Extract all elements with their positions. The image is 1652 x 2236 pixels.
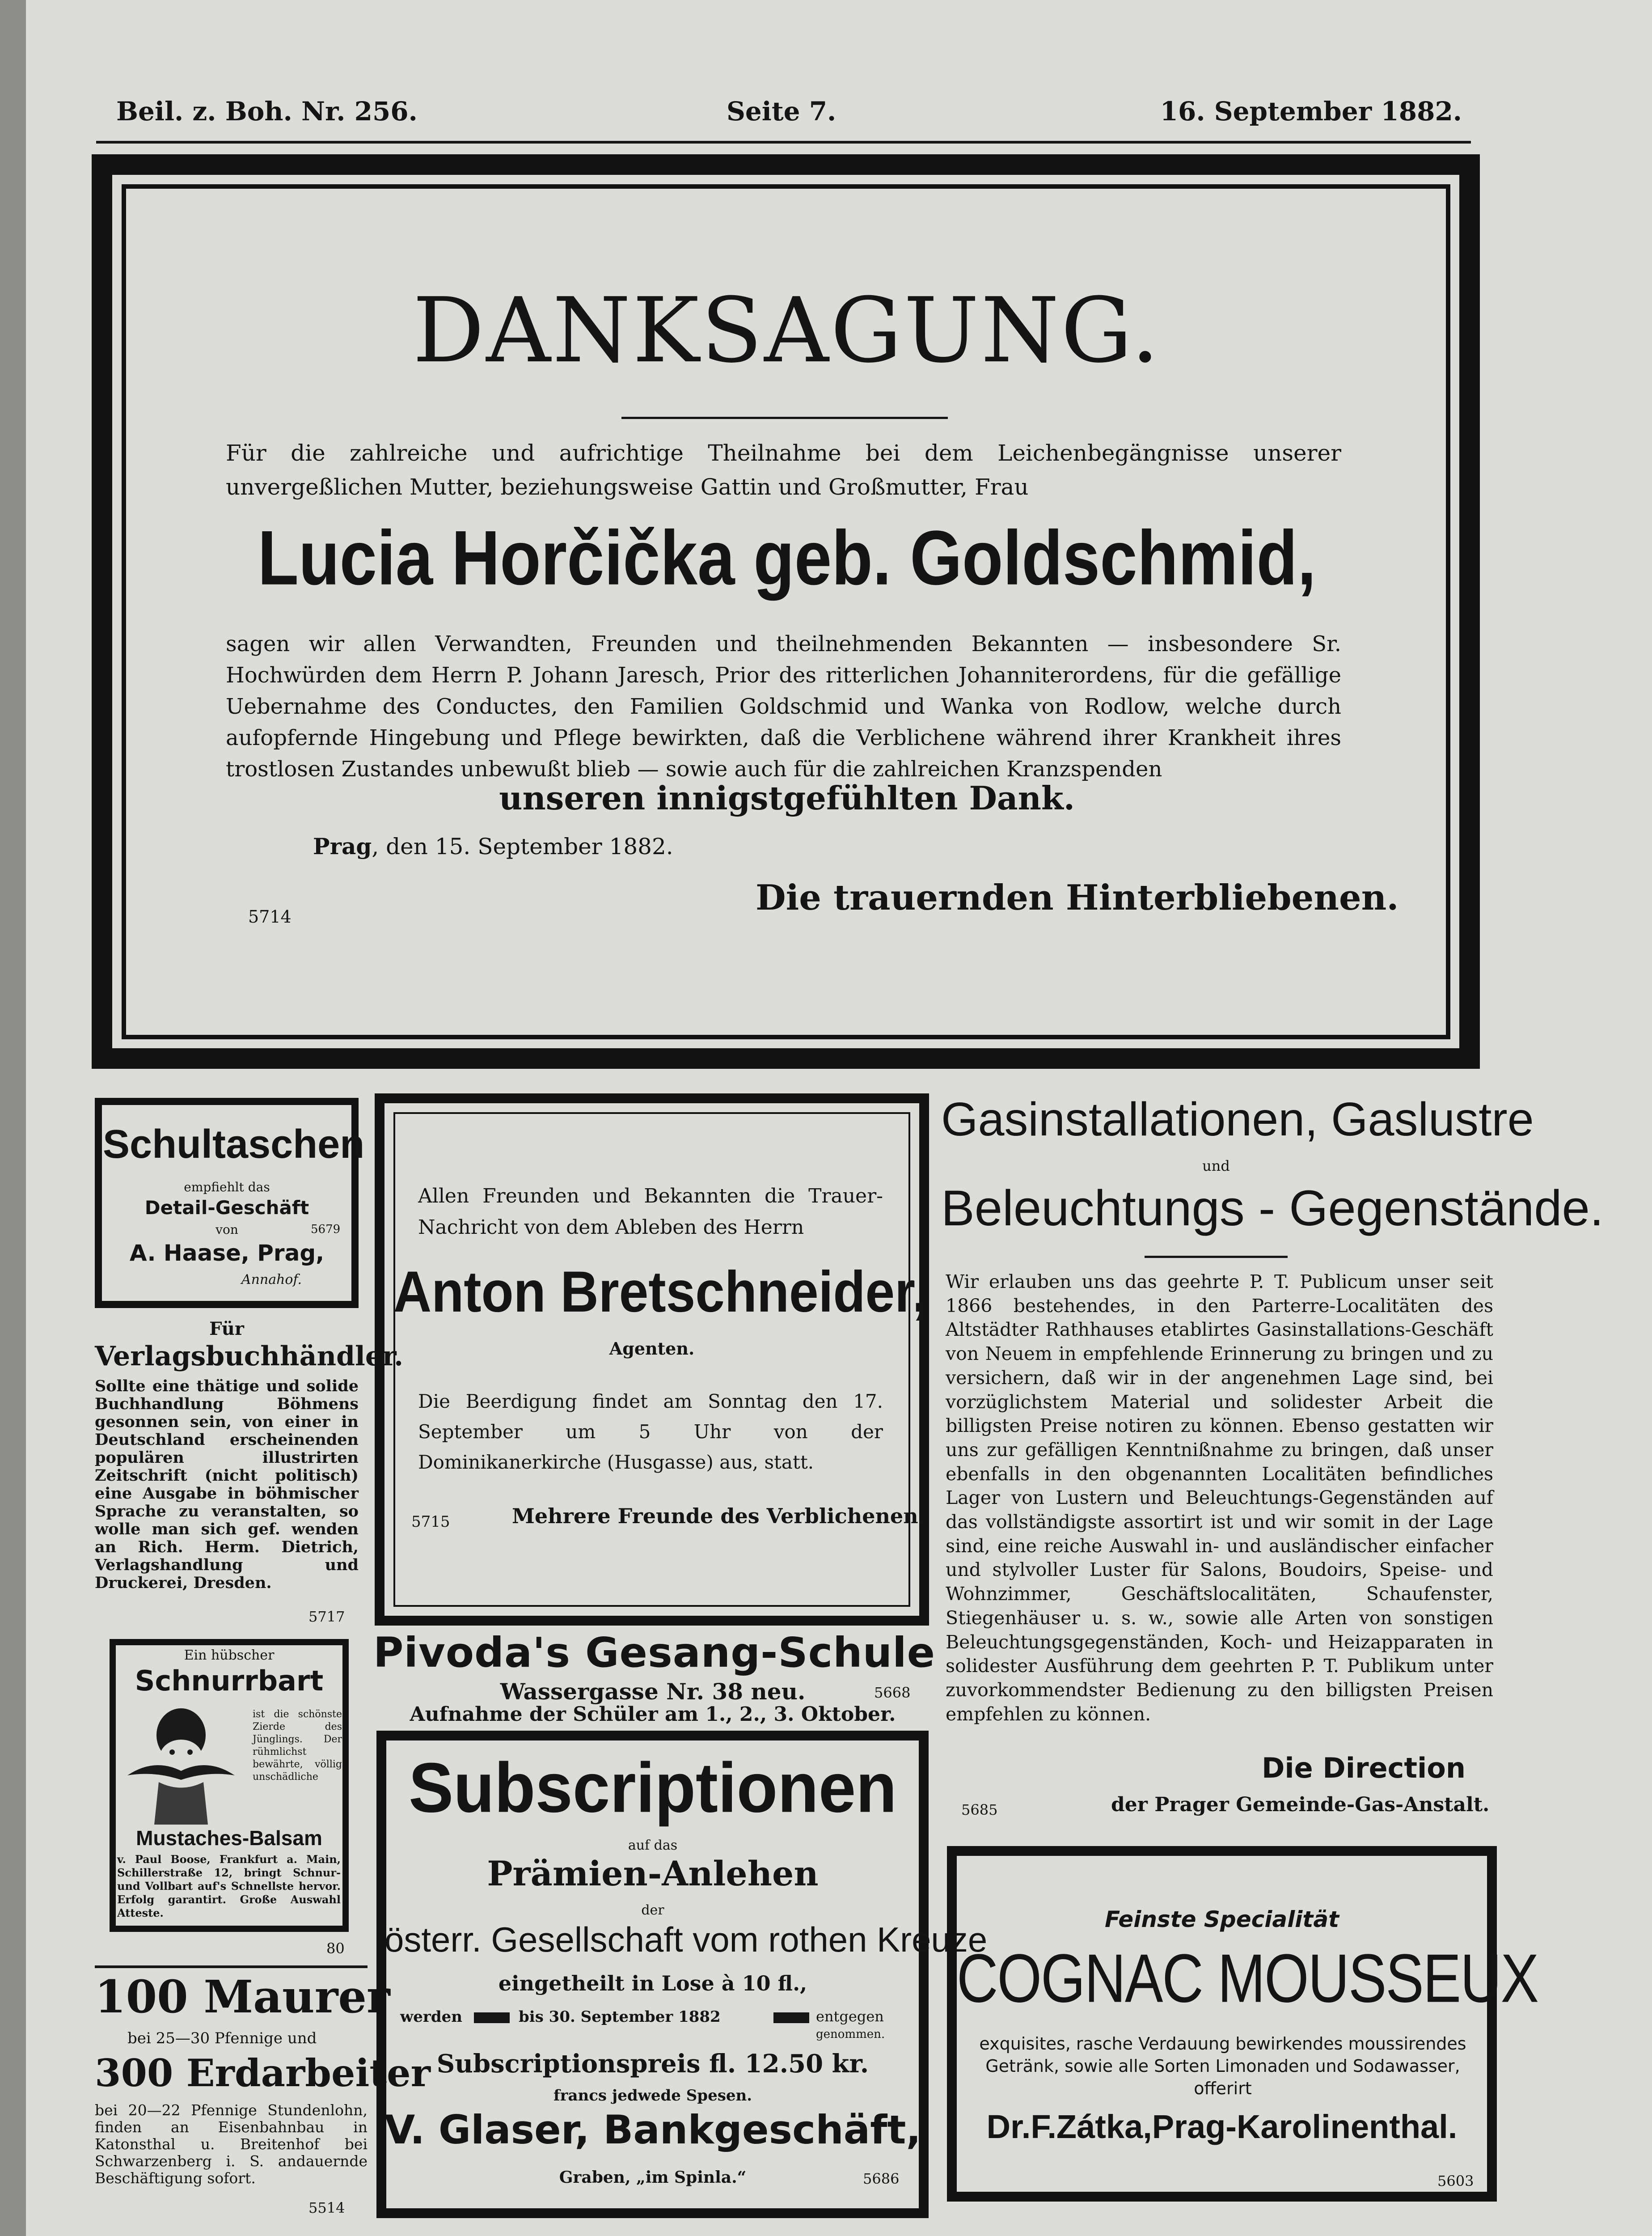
subscriptionen-entgegen: entgegen [816, 2008, 884, 2025]
cognac-title: COGNAC MOUSSEUX [957, 1940, 1538, 2017]
subscriptionen-price: Subscriptionspreis fl. 12.50 kr. [436, 2049, 869, 2079]
verlag-number: 5717 [308, 1608, 345, 1625]
schultaschen-line2: Detail-Geschäft [144, 1197, 309, 1219]
page-header [96, 87, 1471, 144]
subscriptionen-spesen: francs jedwede Spesen. [553, 2087, 752, 2105]
schultaschen-line5: Annahof. [241, 1272, 302, 1287]
gas-direction: Die Direction [1261, 1752, 1466, 1784]
subscriptionen-deadline: bis 30. September 1882 [519, 2008, 721, 2026]
schnurrbart-number: 80 [326, 1940, 345, 1957]
cognac-seller: Dr.F.Zátka,Prag-Karolinenthal. [986, 2108, 1458, 2145]
pointing-hand-icon-right [773, 2012, 809, 2023]
bretschneider-role: Agenten. [609, 1338, 695, 1359]
danksagung-dateline [313, 834, 673, 859]
schnurrbart-body: v. Paul Boose, Frankfurt a. Main, Schillerstraße 12, bringt Schnur- und Vollbart auf's Schnellste hervor. Erfolg garantirt. Große Auswahl Atteste. [117, 1853, 341, 1919]
gas-title1: Gasinstallationen, Gaslustre [941, 1093, 1534, 1146]
maurer-line2: bei 25—30 Pfennige und [127, 2029, 317, 2047]
schnurrbart-side: ist die schönste Zierde des Jünglings. Der rühmlichst bewährte, völlig unschädliche [253, 1709, 342, 1783]
danksagung-date: , den 15. September 1882. [372, 834, 673, 860]
verlag-body: Sollte eine thätige und solide Buchhandlung Böhmens gesonnen sein, von einer in Deutschland erscheinenden populären illustrirten Zeitschrift (nicht politisch) eine Ausgabe in böhmischer Sprache zu veranstalten, so wolle man sich gef. wenden an Rich. Herm. Dietrich, Verlagshandlung und Druckerei, Dresden. [95, 1377, 359, 1592]
cognac-body: exquisites, rasche Verdauung bewirkendes moussirendes Getränk, sowie alle Sorten Limonaden und Sodawasser, offerirt [979, 2034, 1466, 2098]
subscriptionen-title: Subscriptionen [409, 1748, 897, 1827]
schnurrbart-title: Schnurrbart [135, 1664, 324, 1697]
danksagung-place: Prag [313, 833, 372, 860]
gas-number: 5685 [961, 1801, 998, 1818]
schultaschen-line3: von [215, 1222, 238, 1237]
cognac-frame [947, 1846, 1538, 2202]
pivoda-line: Aufnahme der Schüler am 1., 2., 3. Oktober. [410, 1703, 896, 1726]
cognac-number: 5603 [1437, 2172, 1474, 2189]
maurer-line1: 100 Maurer [95, 1970, 390, 2023]
header-issue: Beil. z. Boh. Nr. 256. [116, 96, 418, 127]
gas-org: der Prager Gemeinde-Gas-Anstalt. [1111, 1793, 1490, 1816]
schnurrbart-product: Mustaches-Balsam [136, 1826, 322, 1850]
bretschneider-signature: Mehrere Freunde des Verblichenen. [512, 1504, 925, 1528]
subscriptionen-genommen: genommen. [816, 2028, 885, 2041]
subscriptionen-line4: österr. Gesellschaft vom rothen Kreuze [384, 1920, 988, 1959]
subscriptionen-line3: der [641, 1902, 664, 1918]
maurer-number: 5514 [308, 2199, 345, 2216]
danksagung-number: 5714 [248, 907, 292, 927]
moustached-man-icon [118, 1704, 244, 1825]
pivoda-number: 5668 [874, 1684, 911, 1701]
pivoda-address: Wassergasse Nr. 38 neu. [500, 1678, 806, 1705]
maurer-line3: 300 Erdarbeiter [95, 2051, 431, 2095]
header-page: Seite 7. [727, 96, 837, 127]
danksagung-name: Lucia Horčička geb. Goldschmid, [258, 514, 1316, 601]
danksagung-title: DANKSAGUNG. [412, 279, 1162, 383]
page-binding-edge [0, 0, 26, 2236]
verlag-title: Verlagsbuchhändler. [95, 1341, 403, 1372]
bretschneider-name: Anton Bretschneider, [393, 1259, 927, 1325]
schultaschen-number: 5679 [311, 1223, 341, 1236]
gas-title2: Beleuchtungs - Gegenstände. [941, 1180, 1604, 1236]
pointing-hand-icon [474, 2012, 510, 2023]
danksagung-intro: Für die zahlreiche und aufrichtige Theilnahme bei dem Leichenbegängnisse unserer unvergeßlichen Mutter, beziehungsweise Gattin und Großmutter, Frau [226, 440, 1341, 500]
cognac-pre: Feinste Specialität [1105, 1906, 1339, 1932]
schultaschen-line4: A. Haase, Prag, [129, 1240, 325, 1266]
subscriptionen-address: Graben, „im Spinla.“ [559, 2168, 747, 2187]
gas-body: Wir erlauben uns das geehrte P. T. Publicum unser seit 1866 bestehendes, in den Parterre-Localitäten des Altstädter Rathhauses etablirtes Gasinstallations-Geschäft von Neuem in empfehlende Erinnerung zu bringen und zu versichern, daß wir in der angenehmen Lage sind, bei vorzüglichstem Material und solidester Arbeit die billigsten Preise notiren zu können. Ebenso gestatten wir uns zur gefälligen Kenntnißnahme zu bringen, daß unser ebenfalls in den obgenannten Localitäten befindliches Lager von Lustern und Beleuchtungs-Gegenständen auf das vollständigste assortirt ist und wir somit in der Lage sind, eine reiche Auswahl in- und ausländischer einfacher und stylvoller Luster für Salons, Boudoirs, Speise- und Wohnzimmer, Geschäftslocalitäten, Schaufenster, Stiegenhäuser u. s. w., sowie alle Arten von sonstigen Beleuchtungsgegenständen, Koch- und Heizapparaten in solidester Ausführung dem geehrten P. T. Publikum unter zuvorkommendster Bedienung zu den billigsten Preisen empfehlen zu können. [946, 1271, 1493, 1725]
schultaschen-title: Schultaschen [103, 1122, 365, 1167]
header-date: 16. September 1882. [1160, 96, 1462, 127]
bretschneider-body: Die Beerdigung findet am Sonntag den 17. September um 5 Uhr von der Dominikanerkirche (Husgasse) aus, statt. [418, 1390, 883, 1473]
subscriptionen-number: 5686 [863, 2170, 900, 2187]
maurer-body: bei 20—22 Pfennige Stundenlohn, finden an Eisenbahnbau in Katonsthal u. Breitenhof bei Schwarzenberg i. S. andauernde Beschäftigung sofort. [95, 2101, 368, 2187]
subscriptionen-line5: eingetheilt in Lose à 10 fl., [498, 1971, 807, 1995]
bretschneider-intro: Allen Freunden und Bekannten die Trauer-Nachricht von dem Ableben des Herrn [418, 1185, 883, 1239]
danksagung-ornament-rule [621, 417, 948, 419]
verlag-pre: Für [209, 1318, 244, 1339]
danksagung-body: sagen wir allen Verwandten, Freunden und theilnehmenden Bekannten — insbesondere Sr. Hochwürden dem Herrn P. Johann Jaresch, Prior des ritterlichen Johanniterordens, für die gefällige Uebernahme des Conductes, den Familien Goldschmid und Wanka von Rodlow, welche durch aufopfernde Hingebung und Pflege bewirkten, daß die Verblichene während ihrer Krankheit ihres trostlosen Zustandes unbewußt blieb — sowie auch für die zahlreichen Kranzspenden [226, 631, 1341, 782]
danksagung-signature: Die trauernden Hinterbliebenen. [756, 877, 1399, 918]
subscriptionen-werden: werden [400, 2008, 462, 2026]
subscriptionen-line2: Prämien-Anlehen [487, 1854, 819, 1893]
subscriptionen-bank: V. Glaser, Bankgeschäft, [384, 2107, 921, 2153]
schultaschen-line1: empfiehlt das [184, 1180, 270, 1194]
schnurrbart-pre: Ein hübscher [184, 1647, 275, 1663]
subscriptionen-line1: auf das [628, 1838, 678, 1853]
gas-und: und [1202, 1157, 1230, 1174]
maurer-top-rule [95, 1965, 368, 1968]
gas-ornament-rule [1145, 1256, 1288, 1258]
bretschneider-number: 5715 [411, 1513, 450, 1531]
danksagung-thanks: unseren innigstgefühlten Dank. [499, 779, 1075, 817]
pivoda-title: Pivoda's Gesang-Schule [373, 1629, 936, 1677]
